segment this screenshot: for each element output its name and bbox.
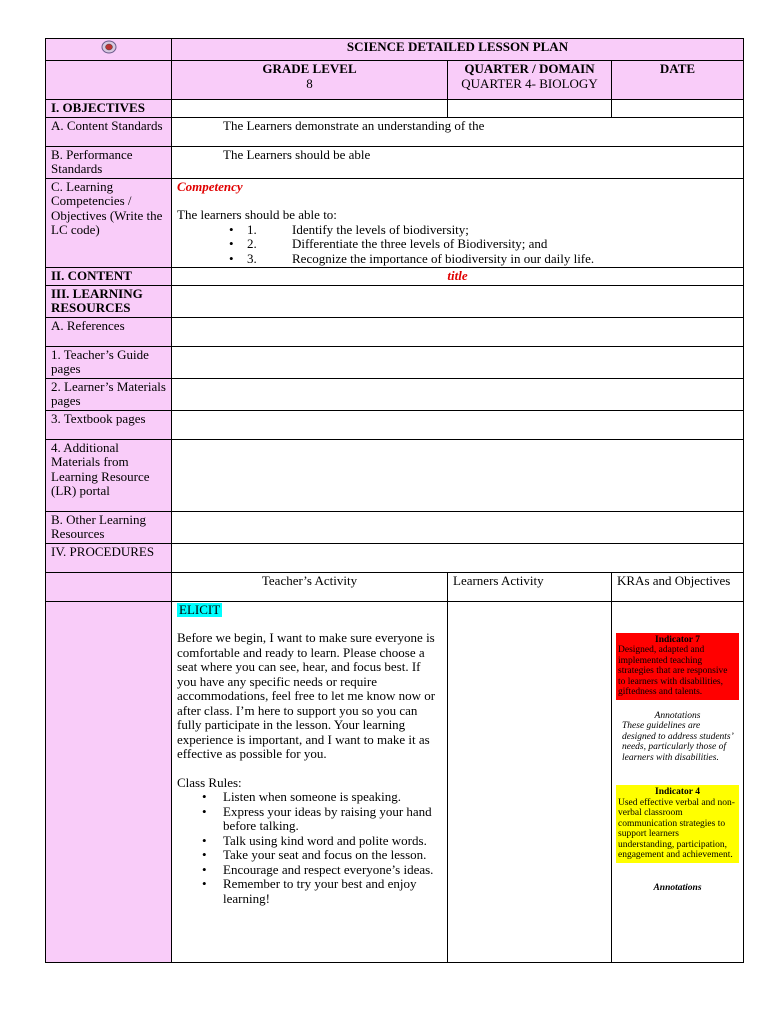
competency-intro: The learners should be able to: bbox=[177, 207, 337, 222]
deped-seal-cell bbox=[46, 39, 172, 61]
rule-item: • Talk using kind word and polite words. bbox=[177, 834, 441, 849]
indicator-4-box bbox=[616, 785, 739, 863]
additional-materials-value bbox=[172, 439, 744, 511]
grade-level-cell bbox=[172, 61, 448, 100]
quarter-value: QUARTER 4- BIOLOGY bbox=[461, 75, 598, 91]
objectives-blank-1 bbox=[172, 100, 448, 118]
blank-header-cell bbox=[46, 61, 172, 100]
rule-item: • Express your ideas by raising your hand before talking. bbox=[177, 805, 441, 834]
procedures-heading: IV. PROCEDURES bbox=[46, 543, 172, 572]
references-value bbox=[172, 317, 744, 346]
grade-level-value: 8 bbox=[306, 75, 313, 91]
additional-materials-label: 4. Additional Materials from Learning Resource (LR) portal bbox=[46, 439, 172, 511]
performance-standards-value: The Learners should be able bbox=[172, 146, 744, 178]
objectives-heading: I. OBJECTIVES bbox=[46, 100, 172, 118]
objective-item: • 3. Recognize the importance of biodiversity in our daily life. bbox=[177, 252, 738, 267]
objective-item: • 2. Differentiate the three levels of Biodiversity; and bbox=[177, 237, 738, 252]
kras-header: KRAs and Objectives bbox=[612, 572, 744, 601]
procedures-blank-header bbox=[46, 572, 172, 601]
learning-resources-heading: III. LEARNING RESOURCES bbox=[46, 285, 172, 317]
textbook-label: 3. Textbook pages bbox=[46, 410, 172, 439]
class-rules-heading: Class Rules: bbox=[177, 774, 242, 790]
procedure-stage-cell bbox=[46, 601, 172, 962]
plan-title: SCIENCE DETAILED LESSON PLAN bbox=[172, 39, 744, 61]
learners-materials-value bbox=[172, 378, 744, 410]
other-resources-label: B. Other Learning Resources bbox=[46, 511, 172, 543]
references-label: A. References bbox=[46, 317, 172, 346]
annotation-1-title: Annotations bbox=[654, 710, 701, 721]
teachers-guide-value bbox=[172, 346, 744, 378]
teacher-activity-header: Teacher’s Activity bbox=[172, 572, 448, 601]
competency-heading: Competency bbox=[177, 178, 243, 194]
quarter-cell bbox=[448, 61, 612, 100]
content-standards-label: A. Content Standards bbox=[46, 117, 172, 146]
annotation-2-title: Annotations bbox=[653, 882, 702, 893]
learners-activity-cell bbox=[448, 601, 612, 962]
competencies-cell bbox=[172, 178, 744, 268]
textbook-value bbox=[172, 410, 744, 439]
learners-activity-header: Learners Activity bbox=[448, 572, 612, 601]
deped-seal-logo bbox=[100, 40, 118, 54]
indicator-7-text: Designed, adapted and implemented teaching strategies that are responsive to learners with disabilities, giftedness and talents. bbox=[618, 645, 728, 697]
indicator-7-title: Indicator 7 bbox=[655, 634, 700, 645]
other-resources-value bbox=[172, 511, 744, 543]
teachers-guide-label: 1. Teacher’s Guide pages bbox=[46, 346, 172, 378]
elicit-text: Before we begin, I want to make sure everyone is comfortable and ready to learn. Please choose a seat where you can see, hear, and focus best. If you have any specific needs or require accommodations, feel free to let me know now or after class. I’m here to support you so you can fully participate in the lesson. Your learning experience is important, and I want to make it as effective as possible for you. bbox=[177, 630, 436, 761]
date-label: DATE bbox=[612, 61, 744, 100]
annotation-1-text: These guidelines are designed to address students’ needs, particularly those of learners with disabilities. bbox=[622, 721, 733, 763]
kras-cell bbox=[612, 601, 744, 962]
indicator-4-text: Used effective verbal and non-verbal classroom communication strategies to support learners understanding, participation, engagement and achievement. bbox=[618, 797, 735, 860]
rule-item: • Remember to try your best and enjoy learning! bbox=[177, 877, 441, 906]
indicator-7-box bbox=[616, 633, 739, 700]
quarter-label: QUARTER / DOMAIN bbox=[464, 61, 595, 76]
learning-resources-blank bbox=[172, 285, 744, 317]
content-title-placeholder: title bbox=[172, 268, 744, 286]
learners-materials-label: 2. Learner’s Materials pages bbox=[46, 378, 172, 410]
content-standards-value: The Learners demonstrate an understanding of the bbox=[172, 117, 744, 146]
annotation-1 bbox=[622, 711, 733, 764]
rule-item: • Listen when someone is speaking. bbox=[177, 790, 441, 805]
rule-item: • Take your seat and focus on the lesson. bbox=[177, 848, 441, 863]
objectives-blank-2 bbox=[448, 100, 612, 118]
objective-item: • 1. Identify the levels of biodiversity; bbox=[177, 223, 738, 238]
indicator-4-title: Indicator 4 bbox=[655, 787, 700, 797]
class-rules-list bbox=[177, 790, 441, 906]
objective-list bbox=[177, 223, 738, 267]
competencies-label: C. Learning Competencies / Objectives (Write the LC code) bbox=[46, 178, 172, 268]
lesson-plan-sheet bbox=[45, 38, 743, 963]
objectives-blank-3 bbox=[612, 100, 744, 118]
content-heading: II. CONTENT bbox=[46, 268, 172, 286]
teacher-activity-cell bbox=[172, 601, 448, 962]
procedures-blank bbox=[172, 543, 744, 572]
grade-level-label: GRADE LEVEL bbox=[262, 61, 357, 76]
lesson-plan-table bbox=[45, 38, 744, 963]
elicit-label: ELICIT bbox=[179, 601, 221, 617]
rule-item: • Encourage and respect everyone’s ideas. bbox=[177, 863, 441, 878]
performance-standards-label: B. Performance Standards bbox=[46, 146, 172, 178]
